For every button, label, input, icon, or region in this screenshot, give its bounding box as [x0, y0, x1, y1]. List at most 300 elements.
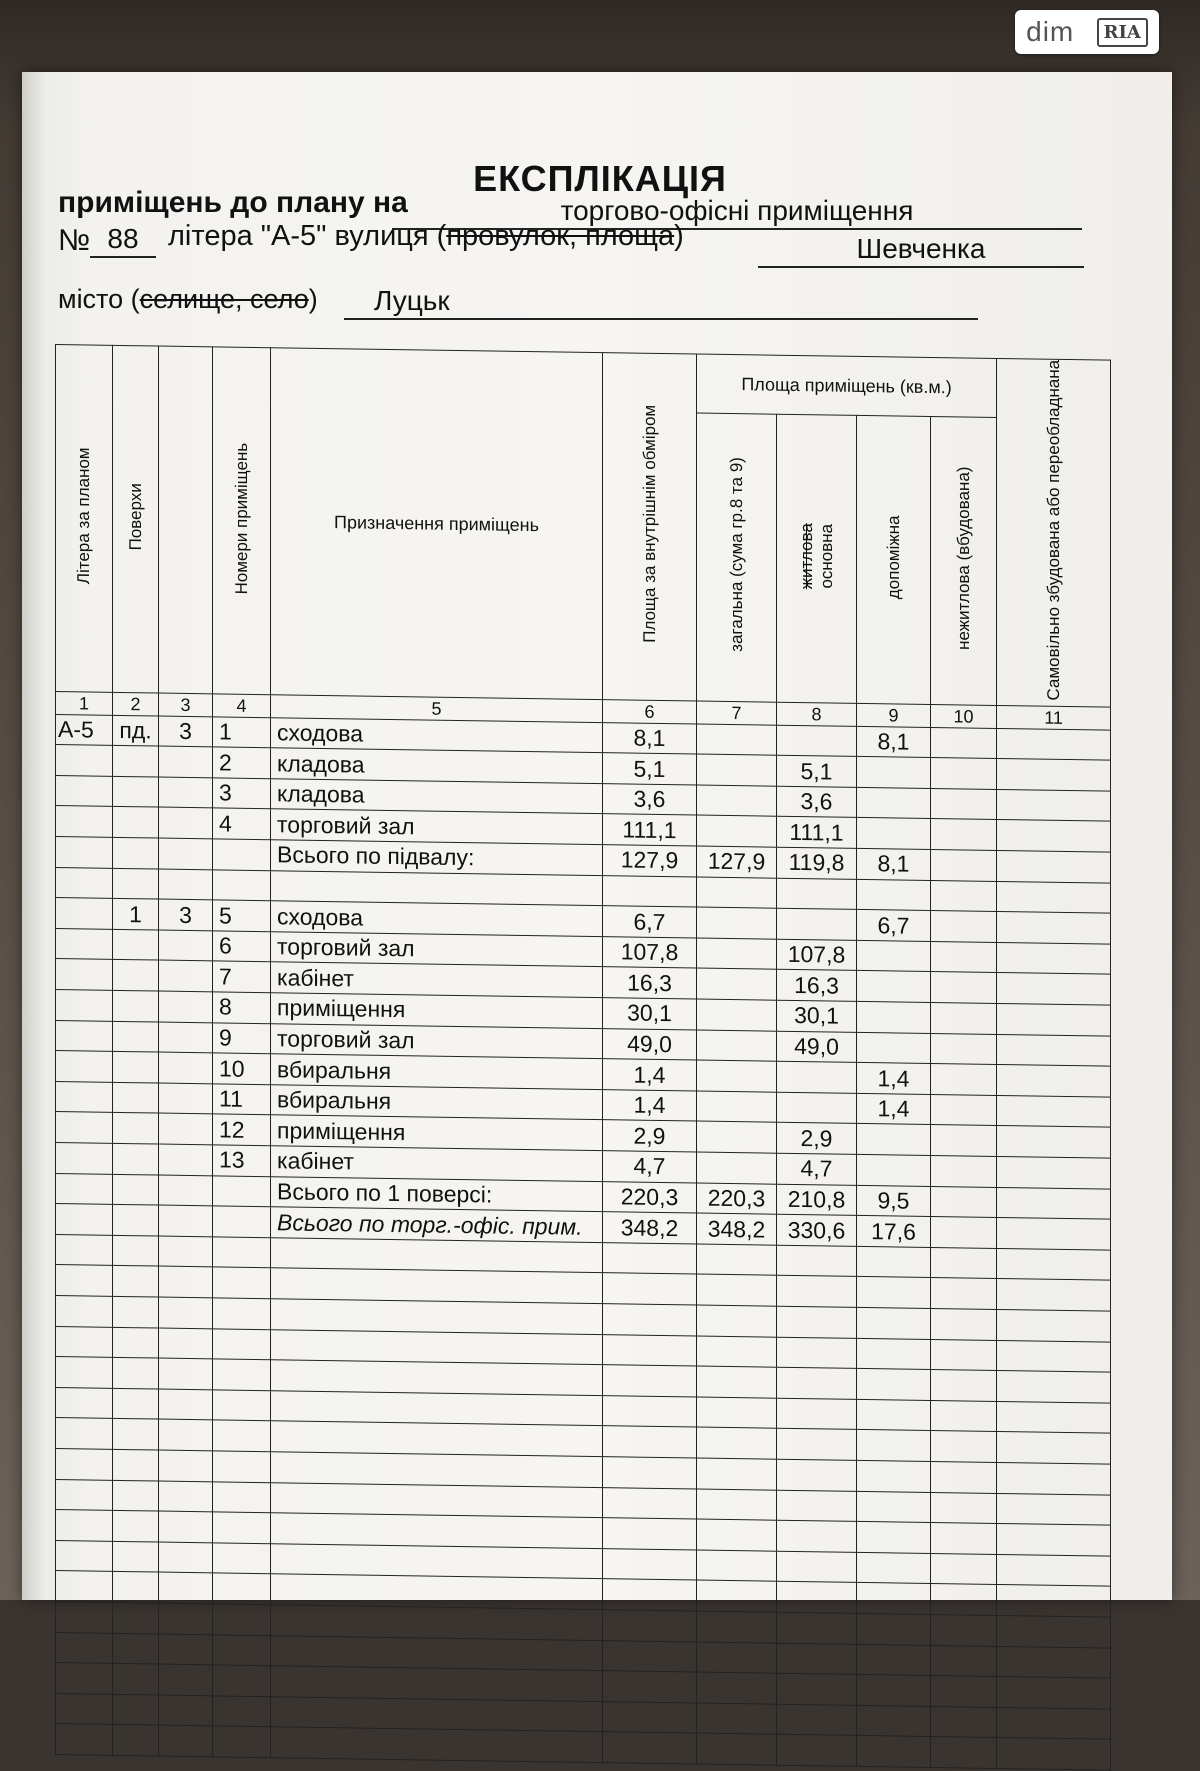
- empty-cell: [213, 1481, 271, 1512]
- street-close: ): [674, 220, 684, 252]
- empty-cell: [777, 1398, 857, 1430]
- empty-cell: [271, 1543, 603, 1579]
- empty-cell: [113, 1480, 159, 1511]
- empty-cell: [997, 1615, 1111, 1647]
- cell-total-area: [697, 907, 777, 939]
- cell-litera: [56, 898, 113, 929]
- empty-cell: [213, 1512, 271, 1543]
- cell-litera: [56, 959, 113, 990]
- cell-unauthorized: [997, 1065, 1111, 1097]
- empty-cell: [697, 1703, 777, 1735]
- empty-cell: [56, 1234, 113, 1265]
- cell-col3: [159, 777, 213, 808]
- cell-auxiliary-area: [857, 1154, 931, 1186]
- empty-cell: [777, 1704, 857, 1736]
- empty-cell: [271, 1513, 603, 1549]
- empty-cell: [159, 1328, 213, 1359]
- empty-cell: [777, 1490, 857, 1522]
- cell-internal-area: 16,3: [603, 967, 697, 999]
- empty-cell: [56, 1418, 113, 1449]
- empty-cell: [857, 1552, 931, 1584]
- empty-cell: [603, 1242, 697, 1274]
- empty-cell: [113, 1541, 159, 1572]
- empty-cell: [213, 1328, 271, 1359]
- empty-cell: [857, 1583, 931, 1615]
- header-area-group: Площа приміщень (кв.м.): [697, 354, 997, 417]
- city-close: ): [308, 284, 318, 314]
- cell-internal-area: 107,8: [603, 936, 697, 968]
- cell-auxiliary-area: 8,1: [857, 848, 931, 880]
- empty-cell: [931, 1400, 997, 1432]
- cell-litera: [56, 990, 113, 1021]
- empty-cell: [56, 1295, 113, 1326]
- cell-purpose: Всього по торг.-офіс. прим.: [271, 1207, 603, 1243]
- empty-cell: [213, 1237, 271, 1268]
- empty-cell: [697, 1519, 777, 1551]
- cell-litera: [56, 1051, 113, 1082]
- column-number: 11: [997, 705, 1111, 730]
- cell-floor: [113, 1143, 159, 1174]
- empty-cell: [56, 1357, 113, 1388]
- cell-total-area: [697, 968, 777, 1000]
- empty-cell: [271, 1574, 603, 1610]
- empty-cell: [857, 1307, 931, 1339]
- cell-litera: [56, 806, 113, 837]
- city-line: [58, 284, 318, 315]
- street-struck-text: провулок, площа: [446, 220, 675, 252]
- cell-nonresidential: [931, 880, 997, 912]
- cell-room-number: 10: [213, 1053, 271, 1084]
- cell-litera: [56, 928, 113, 959]
- column-number: 1: [56, 691, 113, 715]
- cell-main-area: 111,1: [777, 817, 857, 849]
- cell-litera: А-5: [56, 714, 113, 745]
- cell-purpose: кабінет: [271, 962, 603, 998]
- cell-floor: 1: [113, 899, 159, 930]
- cell-unauthorized: [997, 820, 1111, 852]
- empty-cell: [603, 1365, 697, 1397]
- empty-cell: [931, 1706, 997, 1738]
- empty-cell: [857, 1430, 931, 1462]
- empty-cell: [113, 1663, 159, 1694]
- cell-purpose: Всього по підвалу:: [271, 840, 603, 876]
- cell-room-number: 6: [213, 931, 271, 962]
- empty-cell: [997, 1677, 1111, 1709]
- empty-cell: [56, 1693, 113, 1724]
- empty-cell: [603, 1304, 697, 1336]
- cell-col3: [159, 1083, 213, 1114]
- cell-auxiliary-area: 1,4: [857, 1093, 931, 1125]
- empty-cell: [697, 1489, 777, 1521]
- empty-cell: [213, 1604, 271, 1635]
- cell-unauthorized: [997, 912, 1111, 944]
- cell-col3: [159, 838, 213, 869]
- cell-main-area: [777, 1092, 857, 1124]
- cell-auxiliary-area: 8,1: [857, 726, 931, 758]
- empty-cell: [56, 1265, 113, 1296]
- explication-table-wrapper: [55, 344, 1110, 1616]
- empty-cell: [997, 1462, 1111, 1494]
- empty-cell: [603, 1487, 697, 1519]
- watermark-logo: [1015, 10, 1159, 54]
- empty-cell: [271, 1605, 603, 1641]
- empty-cell: [777, 1367, 857, 1399]
- empty-cell: [857, 1460, 931, 1492]
- cell-nonresidential: [931, 788, 997, 820]
- empty-cell: [697, 1336, 777, 1368]
- empty-cell: [113, 1694, 159, 1725]
- empty-cell: [857, 1613, 931, 1645]
- empty-cell: [603, 1273, 697, 1305]
- column-number: 9: [857, 703, 931, 727]
- empty-cell: [159, 1481, 213, 1512]
- empty-cell: [56, 1724, 113, 1755]
- empty-cell: [603, 1548, 697, 1580]
- cell-auxiliary-area: 1,4: [857, 1063, 931, 1095]
- cell-nonresidential: [931, 1094, 997, 1126]
- empty-cell: [113, 1572, 159, 1603]
- cell-main-area: 16,3: [777, 970, 857, 1002]
- empty-cell: [159, 1236, 213, 1267]
- cell-nonresidential: [931, 1064, 997, 1096]
- empty-cell: [997, 1248, 1111, 1280]
- cell-unauthorized: [997, 1034, 1111, 1066]
- empty-cell: [603, 1579, 697, 1611]
- header-internal-area: Площа за внутрішнім обміром: [603, 353, 697, 701]
- empty-cell: [857, 1338, 931, 1370]
- cell-main-area: 49,0: [777, 1031, 857, 1063]
- cell-nonresidential: [931, 850, 997, 882]
- cell-auxiliary-area: [857, 757, 931, 789]
- cell-purpose: вбиральня: [271, 1054, 603, 1090]
- cell-main-area: 2,9: [777, 1123, 857, 1155]
- cell-internal-area: 220,3: [603, 1181, 697, 1213]
- cell-unauthorized: [997, 789, 1111, 821]
- empty-cell: [697, 1642, 777, 1674]
- empty-cell: [997, 1401, 1111, 1433]
- empty-cell: [697, 1580, 777, 1612]
- column-number: 5: [271, 694, 603, 722]
- cell-purpose: торговий зал: [271, 932, 603, 968]
- empty-cell: [603, 1701, 697, 1733]
- cell-litera: [56, 1112, 113, 1143]
- header-floors: Поверхи: [113, 345, 159, 692]
- cell-internal-area: [603, 875, 697, 907]
- cell-purpose: [271, 870, 603, 906]
- empty-cell: [857, 1277, 931, 1309]
- cell-litera: [56, 837, 113, 868]
- cell-purpose: приміщення: [271, 993, 603, 1029]
- empty-cell: [603, 1640, 697, 1672]
- cell-room-number: 8: [213, 992, 271, 1023]
- cell-unauthorized: [997, 973, 1111, 1005]
- cell-total-area: [697, 754, 777, 786]
- cell-unauthorized: [997, 759, 1111, 791]
- cell-internal-area: 2,9: [603, 1120, 697, 1152]
- empty-cell: [113, 1235, 159, 1266]
- cell-col3: [159, 1144, 213, 1175]
- empty-cell: [697, 1305, 777, 1337]
- empty-cell: [159, 1389, 213, 1420]
- empty-cell: [113, 1449, 159, 1480]
- empty-cell: [271, 1268, 603, 1304]
- cell-unauthorized: [997, 1187, 1111, 1219]
- cell-floor: [113, 1052, 159, 1083]
- cell-floor: [113, 1021, 159, 1052]
- cell-unauthorized: [997, 1004, 1111, 1036]
- cell-auxiliary-area: [857, 879, 931, 911]
- empty-cell: [997, 1279, 1111, 1311]
- empty-cell: [159, 1266, 213, 1297]
- empty-cell: [857, 1705, 931, 1737]
- cell-auxiliary-area: [857, 787, 931, 819]
- empty-cell: [113, 1419, 159, 1450]
- empty-cell: [777, 1673, 857, 1705]
- empty-cell: [213, 1634, 271, 1665]
- column-number: 4: [213, 694, 271, 718]
- header-unauthorized: Самовільно збудована або переобладнана: [997, 358, 1111, 706]
- empty-cell: [777, 1643, 857, 1675]
- column-number: 3: [159, 693, 213, 717]
- cell-col3: [159, 808, 213, 839]
- cell-room-number: 12: [213, 1114, 271, 1145]
- header-purpose: Призначення приміщень: [271, 348, 603, 700]
- cell-nonresidential: [931, 727, 997, 759]
- cell-floor: [113, 990, 159, 1021]
- empty-cell: [213, 1267, 271, 1298]
- cell-room-number: 4: [213, 808, 271, 839]
- empty-cell: [603, 1518, 697, 1550]
- empty-cell: [777, 1582, 857, 1614]
- empty-cell: [271, 1329, 603, 1365]
- cell-internal-area: 8,1: [603, 722, 697, 754]
- empty-cell: [997, 1646, 1111, 1678]
- empty-cell: [113, 1602, 159, 1633]
- cell-nonresidential: [931, 819, 997, 851]
- empty-cell: [997, 1371, 1111, 1403]
- empty-cell: [603, 1671, 697, 1703]
- column-number: 2: [113, 692, 159, 716]
- cell-litera: [56, 1020, 113, 1051]
- cell-unauthorized: [997, 881, 1111, 913]
- cell-main-area: 5,1: [777, 756, 857, 788]
- header-room-numbers: Номери приміщень: [213, 347, 271, 695]
- empty-cell: [931, 1523, 997, 1555]
- empty-cell: [113, 1510, 159, 1541]
- empty-cell: [857, 1399, 931, 1431]
- cell-room-number: 9: [213, 1022, 271, 1053]
- cell-unauthorized: [997, 1126, 1111, 1158]
- cell-auxiliary-area: [857, 818, 931, 850]
- empty-cell: [997, 1585, 1111, 1617]
- cell-nonresidential: [931, 758, 997, 790]
- cell-internal-area: 49,0: [603, 1028, 697, 1060]
- cell-internal-area: 111,1: [603, 814, 697, 846]
- cell-purpose: Всього по 1 поверсі:: [271, 1176, 603, 1212]
- cell-col3: 3: [159, 716, 213, 747]
- empty-cell: [997, 1524, 1111, 1556]
- empty-cell: [857, 1736, 931, 1768]
- cell-unauthorized: [997, 1095, 1111, 1127]
- cell-room-number: 1: [213, 717, 271, 748]
- watermark-ria-text: RIA: [1097, 18, 1148, 47]
- cell-col3: [159, 930, 213, 961]
- cell-main-area: [777, 908, 857, 940]
- cell-main-area: 107,8: [777, 939, 857, 971]
- empty-cell: [56, 1387, 113, 1418]
- cell-floor: пд.: [113, 715, 159, 746]
- document-title: ЕКСПЛІКАЦІЯ: [473, 158, 727, 199]
- empty-cell: [271, 1452, 603, 1488]
- empty-cell: [56, 1540, 113, 1571]
- litera-street-line: [168, 220, 684, 253]
- empty-cell: [56, 1663, 113, 1694]
- cell-main-area: [777, 725, 857, 757]
- cell-total-area: [697, 1121, 777, 1153]
- cell-unauthorized: [997, 1156, 1111, 1188]
- empty-cell: [56, 1601, 113, 1632]
- cell-nonresidential: [931, 972, 997, 1004]
- empty-cell: [159, 1450, 213, 1481]
- empty-cell: [777, 1337, 857, 1369]
- empty-cell: [931, 1278, 997, 1310]
- empty-cell: [213, 1359, 271, 1390]
- cell-internal-area: 30,1: [603, 998, 697, 1030]
- empty-cell: [857, 1522, 931, 1554]
- empty-cell: [271, 1635, 603, 1671]
- cell-main-area: 119,8: [777, 847, 857, 879]
- cell-main-area: 330,6: [777, 1214, 857, 1246]
- cell-total-area: [697, 938, 777, 970]
- cell-room-number: [213, 1206, 271, 1237]
- empty-cell: [997, 1738, 1111, 1770]
- cell-nonresidential: [931, 911, 997, 943]
- cell-nonresidential: [931, 1125, 997, 1157]
- page-fold: [22, 72, 44, 1600]
- empty-cell: [213, 1665, 271, 1696]
- empty-cell: [113, 1633, 159, 1664]
- cell-auxiliary-area: 9,5: [857, 1185, 931, 1217]
- cell-unauthorized: [997, 942, 1111, 974]
- cell-internal-area: 1,4: [603, 1059, 697, 1091]
- empty-cell: [271, 1299, 603, 1335]
- empty-cell: [697, 1427, 777, 1459]
- empty-cell: [213, 1696, 271, 1727]
- cell-purpose: торговий зал: [271, 809, 603, 845]
- empty-cell: [777, 1612, 857, 1644]
- cell-main-area: 30,1: [777, 1000, 857, 1032]
- empty-cell: [603, 1426, 697, 1458]
- empty-cell: [271, 1421, 603, 1457]
- empty-cell: [56, 1571, 113, 1602]
- cell-total-area: 220,3: [697, 1183, 777, 1215]
- cell-purpose: кладова: [271, 748, 603, 784]
- cell-room-number: [213, 870, 271, 901]
- cell-room-number: 13: [213, 1145, 271, 1176]
- header-litera: Літера за планом: [56, 345, 113, 693]
- cell-total-area: [697, 1152, 777, 1184]
- cell-litera: [56, 745, 113, 776]
- empty-cell: [113, 1725, 159, 1756]
- cell-auxiliary-area: [857, 1124, 931, 1156]
- cell-floor: [113, 1082, 159, 1113]
- empty-cell: [777, 1429, 857, 1461]
- cell-nonresidential: [931, 941, 997, 973]
- empty-cell: [857, 1491, 931, 1523]
- cell-internal-area: 5,1: [603, 753, 697, 785]
- column-number: 7: [697, 701, 777, 725]
- empty-cell: [931, 1308, 997, 1340]
- empty-cell: [113, 1266, 159, 1297]
- city-label: місто (: [58, 284, 140, 314]
- empty-cell: [159, 1419, 213, 1450]
- empty-cell: [159, 1695, 213, 1726]
- watermark-dim-text: dim: [1026, 16, 1075, 47]
- cell-litera: [56, 867, 113, 898]
- empty-cell: [697, 1672, 777, 1704]
- empty-cell: [777, 1551, 857, 1583]
- cell-auxiliary-area: 6,7: [857, 910, 931, 942]
- cell-room-number: [213, 839, 271, 870]
- cell-floor: [113, 1174, 159, 1205]
- cell-floor: [113, 960, 159, 991]
- cell-room-number: 3: [213, 778, 271, 809]
- cell-litera: [56, 1081, 113, 1112]
- cell-unauthorized: [997, 851, 1111, 883]
- cell-col3: 3: [159, 899, 213, 930]
- empty-cell: [931, 1553, 997, 1585]
- empty-cell: [697, 1244, 777, 1276]
- cell-col3: [159, 1205, 213, 1236]
- cell-total-area: [697, 1091, 777, 1123]
- city-struck-text: селище, село: [139, 284, 309, 314]
- cell-col3: [159, 1052, 213, 1083]
- cell-nonresidential: [931, 1033, 997, 1065]
- cell-purpose: торговий зал: [271, 1023, 603, 1059]
- cell-main-area: 210,8: [777, 1184, 857, 1216]
- empty-cell: [603, 1457, 697, 1489]
- empty-cell: [997, 1707, 1111, 1739]
- header-total: загальна (сума гр.8 та 9): [697, 413, 777, 702]
- empty-cell: [697, 1733, 777, 1765]
- empty-cell: [113, 1296, 159, 1327]
- empty-cell: [159, 1664, 213, 1695]
- empty-cell: [271, 1666, 603, 1702]
- cell-nonresidential: [931, 1003, 997, 1035]
- street-field: Шевченка: [758, 232, 1084, 268]
- empty-cell: [857, 1644, 931, 1676]
- cell-unauthorized: [997, 1218, 1111, 1250]
- cell-floor: [113, 807, 159, 838]
- empty-cell: [603, 1334, 697, 1366]
- empty-cell: [697, 1611, 777, 1643]
- empty-cell: [271, 1390, 603, 1426]
- empty-cell: [56, 1510, 113, 1541]
- cell-floor: [113, 868, 159, 899]
- empty-cell: [997, 1554, 1111, 1586]
- cell-total-area: [697, 724, 777, 756]
- plan-purpose-field: торгово-офісні приміщення: [392, 194, 1082, 230]
- cell-floor: [113, 837, 159, 868]
- cell-internal-area: 3,6: [603, 784, 697, 816]
- empty-cell: [931, 1645, 997, 1677]
- cell-purpose: кабінет: [271, 1146, 603, 1182]
- cell-room-number: [213, 1175, 271, 1206]
- empty-cell: [931, 1370, 997, 1402]
- empty-cell: [603, 1395, 697, 1427]
- empty-cell: [159, 1725, 213, 1756]
- column-number: 10: [931, 704, 997, 728]
